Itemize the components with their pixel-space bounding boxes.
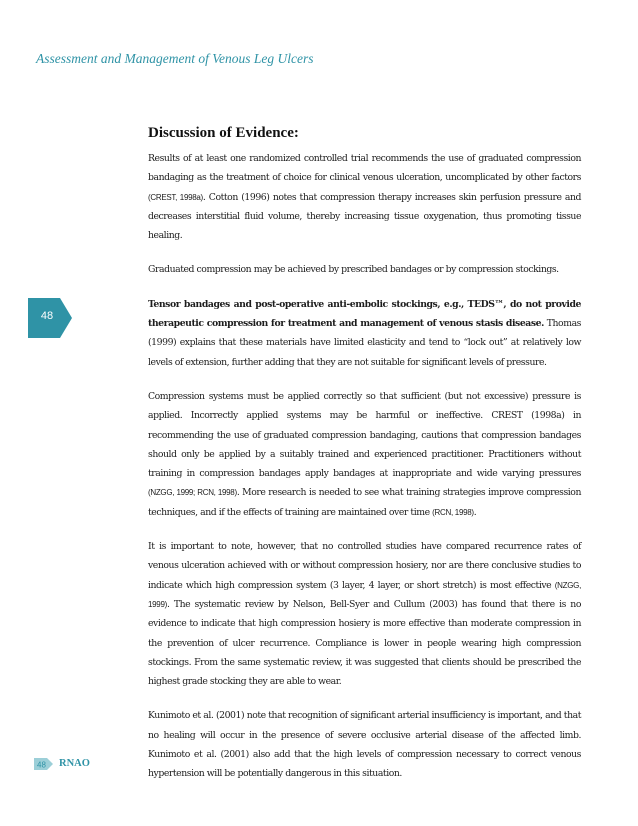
paragraph-3 (148, 295, 581, 372)
paragraph-2: Graduated compression may be achieved by prescribed bandages or by compression stockings. (148, 264, 559, 276)
citation: (NZGG, 1999) (148, 580, 581, 609)
paragraph-6: Kunimoto et al. (2001) note that recognition of significant arterial insufficiency is important, and that no healing will occur in the presence of severe occlusive arterial disease of the affected limb. Kunimoto et al. (2001) also add that the high levels of compression necessary to correct venous hypertension will be potentially dangerous in this situation. (148, 710, 581, 780)
rnao-logo-icon (34, 756, 56, 770)
paragraph-5-text-b: . The systematic review by Nelson, Bell-Syer and Cullum (2003) has found that there is no evidence to indicate that high compression hosiery is more effective than moderate compression in the prevention of ulcer recurrence. Compliance is lower in people wearing high compression stockings. From the same systematic review, it was suggested that clients should be prescribed the highest grade stocking they are able to wear. (148, 598, 581, 688)
paragraph-1-text-a: Results of at least one randomized controlled trial recommends the use of graduated compression bandaging as the treatment of choice for clinical venous ulceration, uncomplicated by other factors (148, 153, 581, 184)
paragraph-3-bold-statement: Tensor bandages and post-operative anti-embolic stockings, e.g., TEDS™, do not provide therapeutic compression for treatment and management of venous stasis disease. (148, 298, 581, 330)
citation: (CREST, 1998a) (148, 192, 203, 202)
citation: (NZGG, 1999; RCN, 1998) (148, 488, 237, 498)
page-number: 48 (40, 310, 54, 322)
section-heading: Discussion of Evidence: (148, 125, 299, 141)
footer-logo (34, 756, 90, 770)
paragraph-1-text-b: . Cotton (1996) notes that compression therapy increases skin perfusion pressure and decreases interstitial fluid volume, thereby increasing tissue oxygenation, thus promoting tissue healing. (148, 191, 581, 242)
paragraph-3-text: Thomas (1999) explains that these materials have limited elasticity and tend to “lock out” at relatively low levels of extension, further adding that they are not suitable for significant levels of pressure. (148, 318, 581, 368)
organization-name: RNAO (59, 757, 90, 769)
paragraph-5-text-a: It is important to note, however, that no controlled studies have compared recurrence rates of venous ulceration achieved with or without compression hosiery, nor are there conclusive studies to indicate which high compression system (3 layer, 4 layer, or short stretch) is most effective (148, 541, 581, 591)
paragraph-4-text-c: . (473, 506, 477, 518)
main-content (148, 125, 581, 799)
paragraph-4 (148, 387, 581, 522)
page-number-marker (28, 298, 72, 338)
paragraph-1 (148, 149, 581, 245)
paragraph-4-text-a: Compression systems must be applied correctly so that sufficient (but not excessive) pressure is applied. Incorrectly applied systems may be harmful or ineffective. CREST (1998a) in recommending the use of graduated compression bandaging, cautions that compression bandages should only be applied by a suitably trained and experienced practitioner. Practitioners without training in compression bandages apply bandages at inappropriate and wide varying pressures (148, 390, 581, 480)
citation: (RCN, 1998) (432, 507, 474, 517)
running-title: Assessment and Management of Venous Leg Ulcers (36, 51, 314, 66)
paragraph-5 (148, 537, 581, 691)
svg-text:48: 48 (37, 760, 46, 770)
paragraph-4-text-b: . More research is needed to see what training strategies improve compression techniques, and if the effects of training are maintained over time (148, 487, 581, 518)
